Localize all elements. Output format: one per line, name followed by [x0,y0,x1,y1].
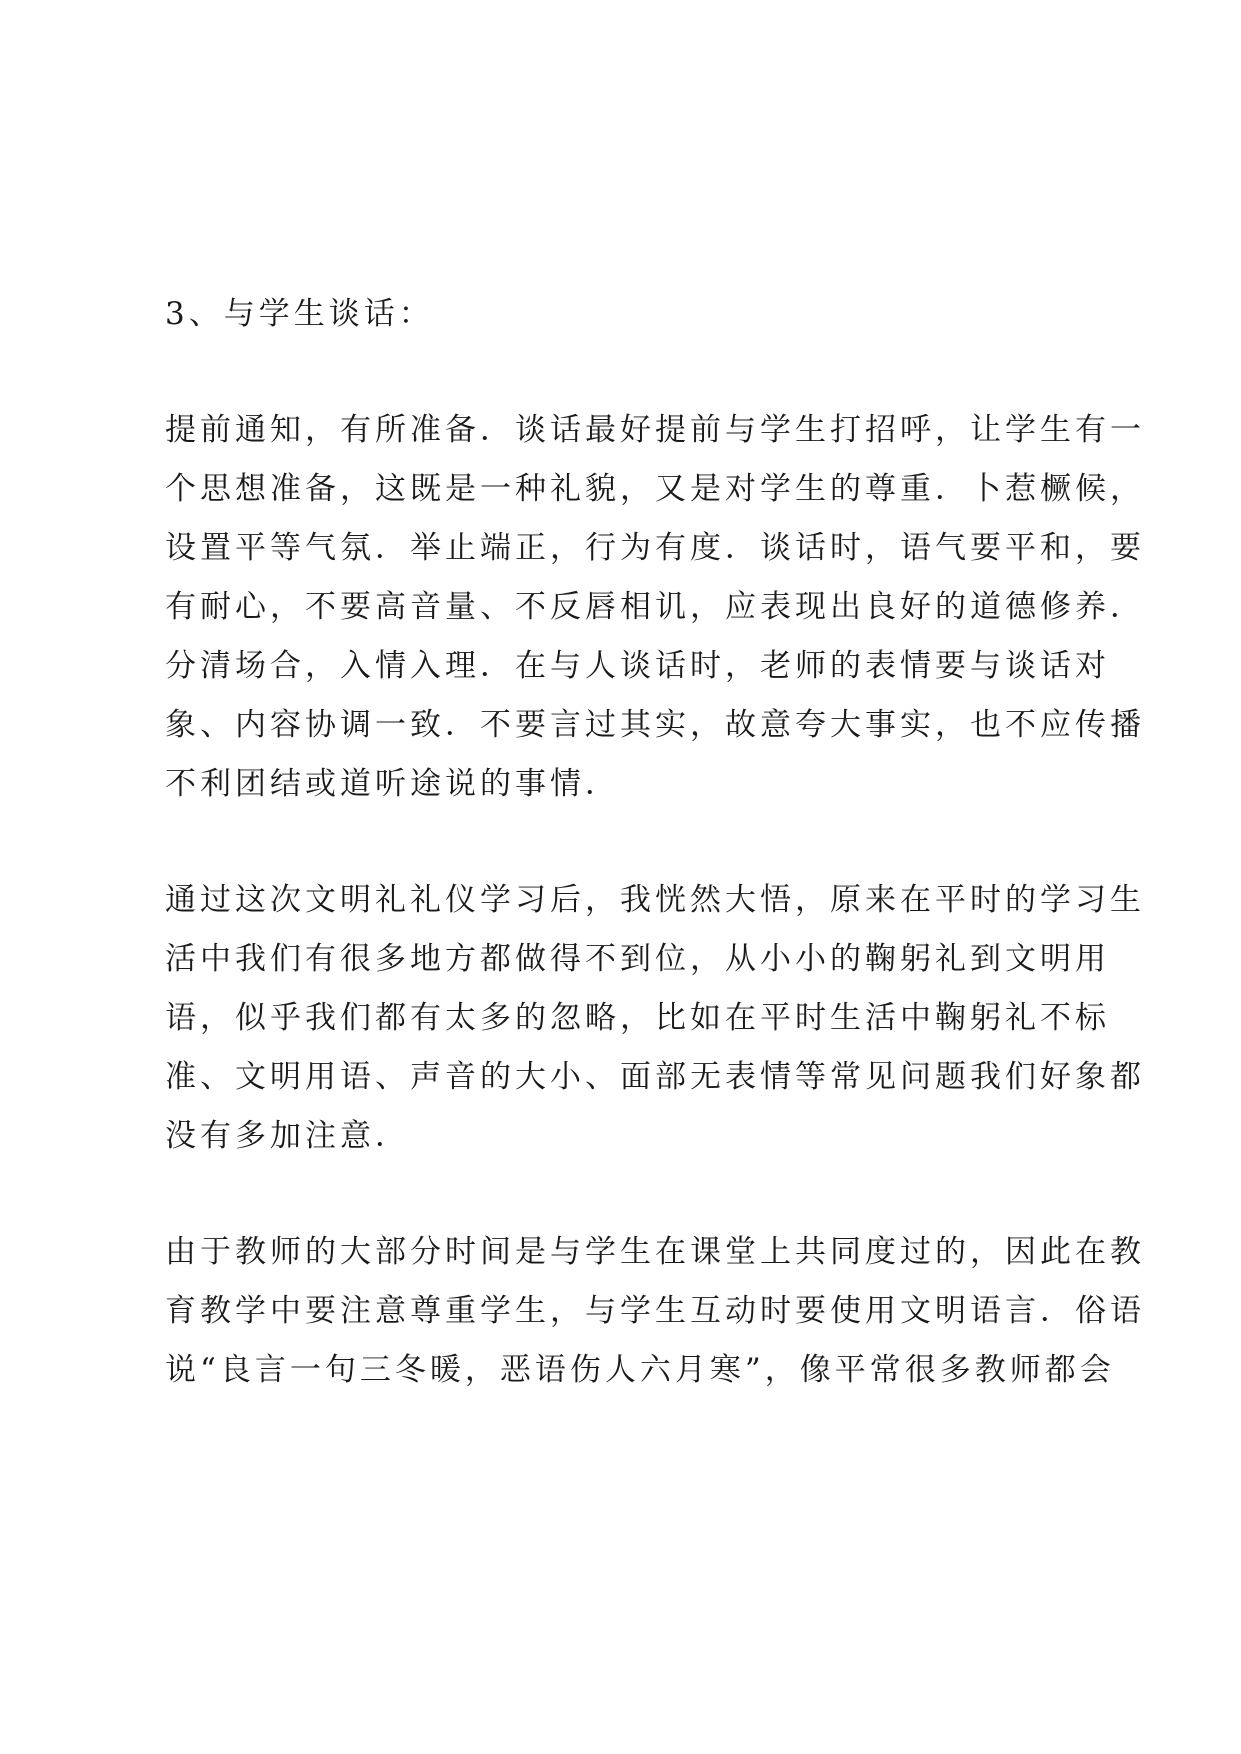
text-line: 由于教师的大部分时间是与学生在课堂上共同度过的，因此在教 [165,1234,1145,1270]
text-line: 语，似乎我们都有太多的忽略，比如在平时生活中鞠躬礼不标 [165,1000,1110,1036]
text-line: 象、内容协调一致．不要言过其实，故意夸大事实，也不应传播 [165,707,1145,743]
text-line: 个思想准备，这既是一种礼貌，又是对学生的尊重．卜惹橛候， [165,471,1145,507]
text-line: 不利团结或道听途说的事情． [165,766,620,802]
text-line: 没有多加注意． [165,1118,410,1154]
text-line: 分清场合，入情入理．在与人谈话时，老师的表情要与谈话对 [165,648,1110,684]
text-line: 通过这次文明礼礼仪学习后，我恍然大悟，原来在平时的学习生 [165,882,1145,918]
text-line: 设置平等气氛．举止端正，行为有度．谈话时，语气要平和，要 [165,530,1145,566]
text-line: 有耐心，不要高音量、不反唇相讥，应表现出良好的道德修养． [165,589,1145,625]
text-line: 活中我们有很多地方都做得不到位，从小小的鞠躬礼到文明用 [165,941,1110,977]
text-line: 育教学中要注意尊重学生，与学生互动时要使用文明语言．俗语 [165,1293,1145,1329]
text-line: 提前通知，有所准备．谈话最好提前与学生打招呼，让学生有一 [165,412,1145,448]
section-heading: 3、与学生谈话： [165,296,434,332]
text-line: 准、文明用语、声音的大小、面部无表情等常见问题我们好象都 [165,1059,1145,1095]
text-line: 说“良言一句三冬暖，恶语伤人六月寒”，像平常很多教师都会 [165,1352,1115,1388]
